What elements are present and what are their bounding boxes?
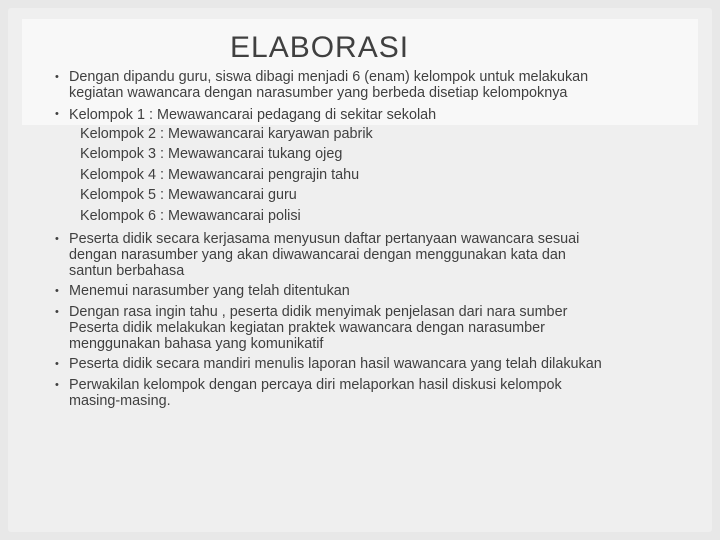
bullet-dot-icon: • [55,71,59,83]
bullet-dot-icon: • [55,107,59,120]
bullet-text: Peserta didik secara kerjasama menyusun daftar pertanyaan wawancara sesuai dengan narasumber yang akan diwawancarai dengan menggunakan kata dan santun berbahasa [69,230,580,279]
bullet-text: Perwakilan kelompok dengan percaya diri melaporkan hasil diskusi kelompok masing-masing. [69,376,562,409]
list-item [52,231,612,279]
bullet-text: Peserta didik secara mandiri menulis laporan hasil wawancara yang telah dilakukan [69,356,602,372]
group-line: Kelompok 3 : Mewawancarai tukang ojeg [80,146,343,162]
bullet-text: Dengan dipandu guru, siswa dibagi menjadi 6 (enam) kelompok untuk melakukan kegiatan wawancara dengan narasumber yang berbeda disetiap kelompoknya [69,69,589,101]
bullet-dot-icon: • [55,232,59,245]
bullet-text: Kelompok 1 : Mewawancarai pedagang di sekitar sekolah [69,106,437,123]
list-item [52,304,612,352]
list-item [52,283,612,299]
group-line: Kelompok 6 : Mewawancarai polisi [80,207,301,224]
group-line: Kelompok 2 : Mewawancarai karyawan pabrik [80,125,373,142]
group-line: Kelompok 5 : Mewawancarai guru [80,187,297,203]
list-item [52,106,612,227]
list-item [52,356,612,372]
bullet-dot-icon: • [55,285,59,297]
bullet-text: Dengan rasa ingin tahu , peserta didik menyimak penjelasan dari nara sumber Peserta didik melakukan kegiatan praktek wawancara dengan narasumber menggunakan bahasa yang komunikatif [69,303,568,352]
bullet-dot-icon: • [55,358,59,370]
bullet-dot-icon: • [55,378,59,391]
list-item [52,377,612,409]
group-line: Kelompok 4 : Mewawancarai pengrajin tahu [80,166,360,183]
bullet-list [52,69,612,413]
bullet-text: Menemui narasumber yang telah ditentukan [69,283,350,299]
bullet-dot-icon: • [55,305,59,318]
list-item [52,69,612,101]
slide-title: ELABORASI [230,31,410,64]
